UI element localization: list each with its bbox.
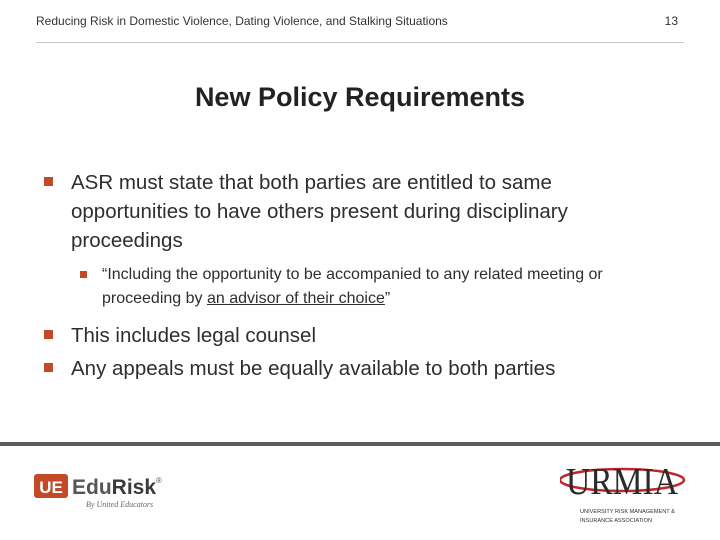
ue-mark-text: UE	[39, 478, 63, 497]
bullet-text: This includes legal counsel	[71, 324, 316, 347]
slide-title: New Policy Requirements	[194, 82, 526, 112]
urmia-line1: UNIVERSITY RISK MANAGEMENT &	[580, 509, 675, 515]
header-title: Reducing Risk in Domestic Violence, Dating Violence, and Stalking Situations	[36, 14, 448, 28]
bullet-text: ASR must state that both parties are entitled to same opportunities to have others present during disciplinary proceedings	[71, 171, 568, 252]
urmia-line2: INSURANCE ASSOCIATION	[580, 518, 653, 524]
closing-quote: ”	[384, 290, 391, 307]
edurisk-edu: Edu	[72, 476, 112, 499]
edurisk-logo	[34, 470, 174, 512]
underlined-phrase: an advisor of their choice	[206, 290, 385, 307]
footer-divider	[0, 442, 720, 446]
edurisk-risk: Risk	[111, 476, 157, 499]
urmia-wordmark: URMIA	[566, 461, 679, 503]
square-bullet-icon	[44, 363, 53, 372]
bullet-item	[44, 321, 674, 350]
bullet-text: Any appeals must be equally available to both parties	[71, 357, 556, 380]
edurisk-wordmark	[72, 476, 156, 499]
bullet-item	[44, 354, 674, 383]
header-divider	[36, 42, 684, 43]
bullet-list	[44, 168, 674, 383]
page-number: 13	[664, 14, 678, 28]
sub-bullet-item	[80, 263, 674, 311]
urmia-logo	[560, 450, 690, 530]
square-bullet-icon	[80, 271, 87, 278]
square-bullet-icon	[44, 330, 53, 339]
square-bullet-icon	[44, 177, 53, 186]
sub-bullet-text: “Including the opportunity to be accompanied to any related meeting or proceeding by	[102, 266, 603, 307]
bullet-item	[44, 168, 674, 255]
edurisk-tagline: By United Educators	[86, 500, 154, 509]
edurisk-trademark: ®	[156, 476, 162, 485]
